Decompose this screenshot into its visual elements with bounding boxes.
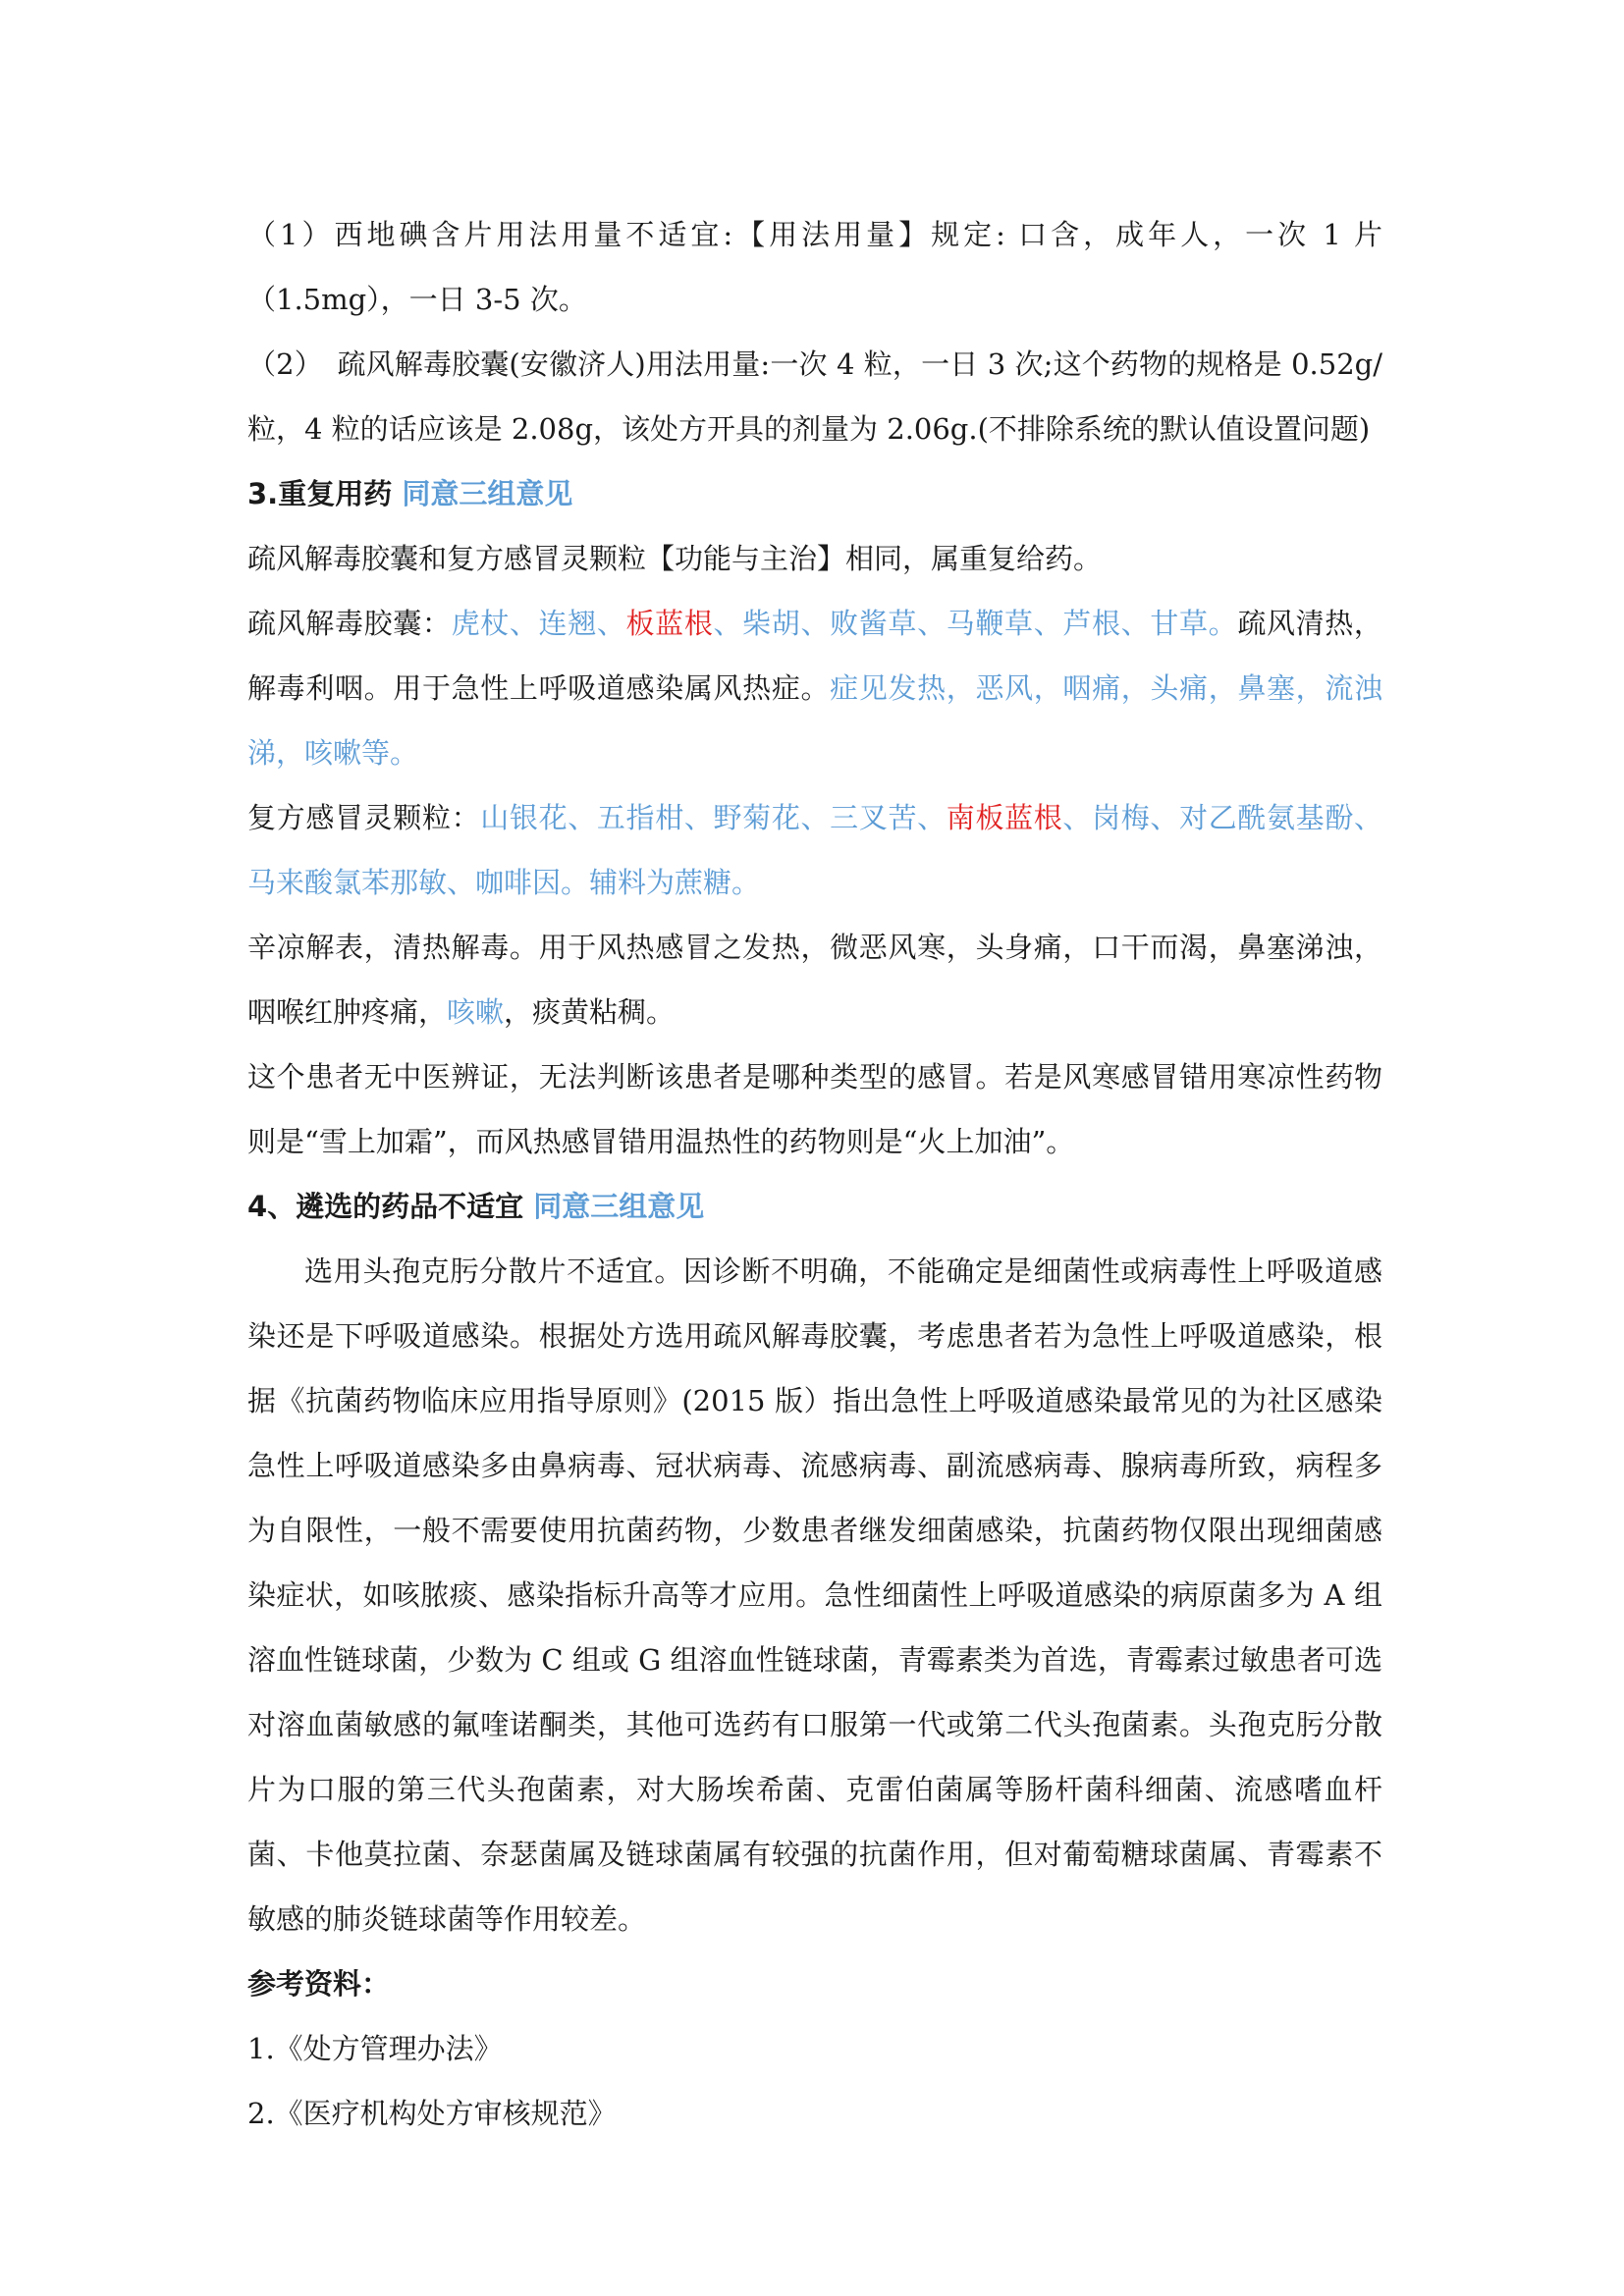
reference-item-1: 1.《处方管理办法》 — [247, 2032, 503, 2065]
paragraph-dosage-2: （2） 疏风解毒胶囊(安徽济人)用法用量:一次 4 粒，一日 3 次;这个药物的规格是 0.52g/粒，4 粒的话应该是 2.08g，该处方开具的剂量为 2.06g.(不排除系统的默认值设置问题) — [247, 347, 1382, 446]
heading-note: 同意三组意见 — [533, 1190, 705, 1223]
drug-name: 疏风解毒胶囊： — [247, 607, 452, 640]
ingredients-part-1: 虎杖、连翘、 — [451, 607, 626, 640]
ingredients-part-2: 、柴胡、败酱草、马鞭草、芦根、甘草。 — [713, 607, 1238, 640]
paragraph-dosage-1: （1）西地碘含片用法用量不适宜:【用法用量】规定: 口含，成年人，一次 1 片（1.5mg），一日 3-5 次。 — [247, 218, 1382, 316]
paragraph-cefixime-analysis: 选用头孢克肟分散片不适宜。因诊断不明确，不能确定是细菌性或病毒性上呼吸道感染还是下呼吸道感染。根据处方选用疏风解毒胶囊，考虑患者若为急性上呼吸道感染，根据《抗菌药物临床应用指导原则》(2015 版）指出急性上呼吸道感染最常见的为社区感染急性上呼吸道感染多由鼻病毒、冠状病毒、流感病毒、副流感病毒、腺病毒所致，病程多为自限性，一般不需要使用抗菌药物，少数患者继发细菌感染，抗菌药物仅限出现细菌感染症状，如咳脓痰、感染指标升高等才应用。急性细菌性上呼吸道感染的病原菌多为 A 组溶血性链球菌，少数为 C 组或 G 组溶血性链球菌，青霉素类为首选，青霉素过敏患者可选对溶血菌敏感的氟喹诺酮类，其他可选药有口服第一代或第二代头孢菌素。头孢克肟分散片为口服的第三代头孢菌素，对大肠埃希菌、克雷伯菌属等肠杆菌科细菌、流感嗜血杆菌、卡他莫拉菌、奈瑟菌属及链球菌属有较强的抗菌作用，但对葡萄糖球菌属、青霉素不敏感的肺炎链球菌等作用较差。 — [247, 1255, 1382, 1936]
paragraph-tcm-note: 这个患者无中医辨证，无法判断该患者是哪种类型的感冒。若是风寒感冒错用寒凉性药物则是“雪上加霜”，而风热感冒错用温热性的药物则是“火上加油”。 — [247, 1060, 1382, 1158]
drug-name: 复方感冒灵颗粒： — [247, 801, 481, 834]
paragraph-fufang-indication — [247, 915, 1382, 1044]
heading-duplicate-medication — [247, 461, 1382, 526]
paragraph-shufeng-ingredients — [247, 591, 1382, 785]
heading-drug-selection — [247, 1174, 1382, 1239]
ingredient-highlight: 南板蓝根 — [946, 801, 1063, 834]
indication-text: 辛凉解表，清热解毒。用于风热感冒之发热，微恶风寒，头身痛，口干而渴，鼻塞涕浊，咽喉红肿疼痛， — [247, 931, 1382, 1029]
paragraph-duplicate-summary: 疏风解毒胶囊和复方感冒灵颗粒【功能与主治】相同，属重复给药。 — [247, 542, 1103, 575]
heading-title: 3.重复用药 — [247, 477, 393, 510]
symptom-highlight: 咳嗽 — [447, 995, 505, 1029]
ingredients-part-2: 、岗梅、对乙酰氨基酚、马来酸氯苯那敏、咖啡因。辅料为蔗糖。 — [247, 801, 1382, 899]
reference-item-2: 2.《医疗机构处方审核规范》 — [247, 2097, 617, 2130]
paragraph-fufang-ingredients — [247, 785, 1382, 915]
heading-note: 同意三组意见 — [402, 477, 573, 510]
indication-text: 疏风清热，解毒利咽。用于急性上呼吸道感染属风热症。 — [247, 607, 1382, 705]
symptoms-text: 症见发热，恶风，咽痛，头痛，鼻塞，流浊涕，咳嗽等。 — [247, 671, 1382, 770]
ingredient-highlight: 板蓝根 — [625, 607, 714, 640]
indication-tail: ，痰黄粘稠。 — [504, 995, 676, 1029]
document-page — [247, 202, 1382, 2146]
heading-title: 4、遴选的药品不适宜 — [247, 1190, 524, 1223]
ingredients-part-1: 山银花、五指柑、野菊花、三叉苦、 — [480, 801, 947, 834]
references-title: 参考资料： — [247, 1967, 391, 2001]
